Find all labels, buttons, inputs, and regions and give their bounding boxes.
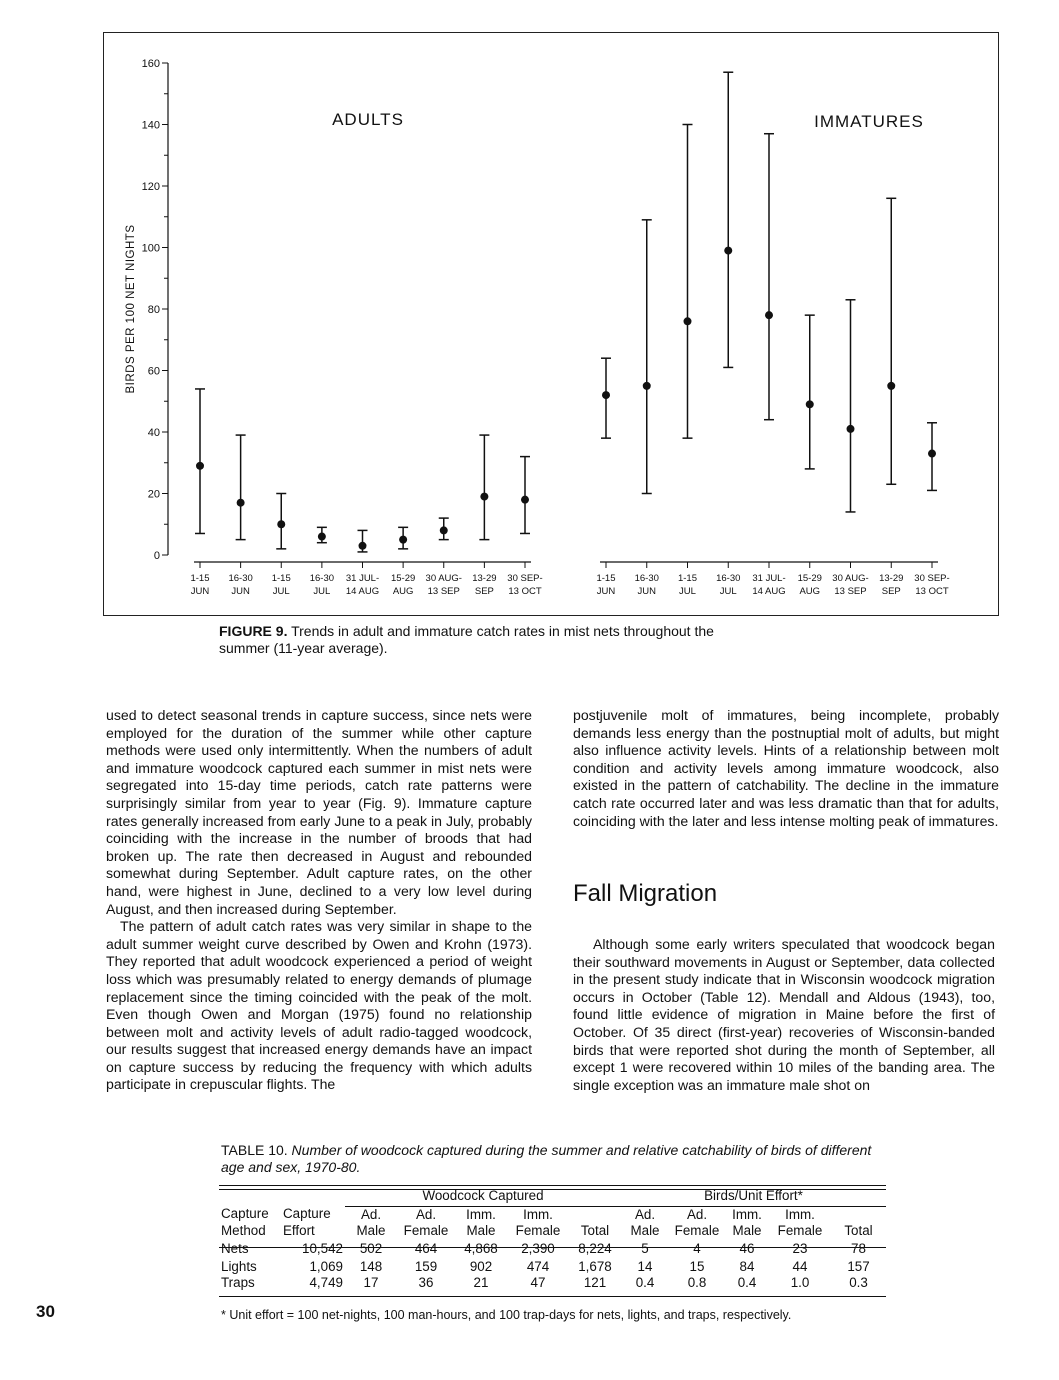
table-row — [219, 1259, 886, 1275]
x-tick-label: 14 AUG — [345, 586, 380, 597]
table-cell: 0.4 — [635, 1274, 655, 1290]
figure-9-chart — [104, 33, 1000, 617]
mean-point — [643, 382, 651, 390]
table-cell: 15 — [689, 1258, 705, 1274]
figure-9-frame — [103, 32, 999, 616]
table-header-row — [219, 1223, 886, 1239]
table-cell: 1,069 — [309, 1258, 343, 1274]
table-cell: 4,868 — [464, 1240, 498, 1256]
table-cell: 36 — [418, 1274, 434, 1290]
x-tick-label: 1-15 — [596, 573, 616, 584]
x-tick-label: JUN — [231, 586, 250, 597]
x-tick-label: 16-30 — [228, 573, 253, 584]
figure-caption-text: Trends in adult and immature catch rates in mist nets throughout the summer (11-year average). — [219, 623, 714, 656]
x-tick-label: JUL — [313, 586, 331, 597]
mean-point — [277, 520, 285, 528]
table-header-cell: Imm. — [523, 1206, 553, 1222]
table-header-cell: Total — [580, 1222, 610, 1238]
table-header-cell: Ad. — [415, 1206, 437, 1222]
mean-point — [724, 247, 732, 255]
x-tick-label: 30 AUG- — [832, 573, 869, 584]
table-cell: 4,749 — [309, 1274, 343, 1290]
table-header-cell: Ad. — [686, 1206, 708, 1222]
table-cell: 2,390 — [521, 1240, 555, 1256]
table-header-cell: Ad. — [360, 1206, 382, 1222]
table-cell: 17 — [363, 1274, 379, 1290]
table-footnote: * Unit effort = 100 net-nights, 100 man-hours, and 100 trap-days for nets, lights, and traps, respectively. — [221, 1308, 792, 1322]
paragraph: Although some early writers speculated that woodcock began their southward movements in August or September, data collected in the present study indicate that in Wisconsin woodcock migration occurs in October (Table 12). Mendall and Aldous (1943), too, found little evidence of migration in Maine before the first of October. Of 35 direct (first-year) recoveries of Wisconsin-banded birds that were reported shot during the month of September, all except 1 were recovered within 10 miles of the banding area. The single exception was an immature male shot on — [573, 936, 995, 1093]
table-header-cell: Imm. — [466, 1206, 496, 1222]
panel-title: IMMATURES — [814, 112, 924, 131]
y-tick-label: 60 — [147, 365, 160, 378]
table-cell: 44 — [792, 1258, 808, 1274]
x-tick-label: AUG — [799, 586, 821, 597]
y-tick-label: 20 — [147, 488, 160, 501]
table-10 — [219, 1186, 886, 1291]
x-tick-label: JUL — [679, 586, 696, 597]
table-group-header-row — [219, 1186, 886, 1206]
table-cell: 8,224 — [578, 1240, 612, 1256]
x-tick-label: AUG — [392, 586, 414, 597]
table-header-cell — [831, 1206, 886, 1223]
table-caption-label: TABLE 10. — [221, 1142, 288, 1158]
table-header-cell: Capture — [221, 1206, 269, 1222]
mean-point — [887, 382, 895, 390]
x-tick-label: 30 AUG- — [425, 573, 462, 584]
x-tick-label: 15-29 — [797, 573, 822, 584]
table-cell: 5 — [641, 1240, 649, 1256]
body-column-right-continued — [573, 936, 995, 1094]
table-cell: 464 — [414, 1240, 438, 1256]
mean-point — [684, 317, 692, 325]
table-cell: 157 — [847, 1258, 870, 1274]
x-tick-label: 13 SEP — [834, 586, 867, 597]
page-number: 30 — [36, 1302, 55, 1321]
mean-point — [847, 425, 855, 433]
table-cell: 1,678 — [578, 1258, 612, 1274]
table-caption — [221, 1142, 886, 1176]
mean-point — [806, 400, 814, 408]
group-header-effort: Birds/Unit Effort* — [621, 1186, 886, 1206]
table-cell: 121 — [583, 1274, 607, 1290]
table-cell: 474 — [526, 1258, 550, 1274]
x-tick-label: JUN — [596, 586, 616, 597]
x-tick-label: 13-29 — [472, 573, 497, 584]
table-header-cell: Ad. — [634, 1206, 656, 1222]
x-tick-label: 16-30 — [309, 573, 335, 584]
x-tick-label: SEP — [881, 586, 901, 597]
mean-point — [602, 391, 610, 399]
x-tick-label: 31 JUL- — [752, 573, 786, 584]
x-tick-label: 1-15 — [677, 573, 698, 584]
group-header-captured: Woodcock Captured — [345, 1186, 621, 1206]
y-tick-label: 140 — [141, 119, 160, 132]
table-cell: 78 — [851, 1240, 866, 1256]
table-cell: 1.0 — [790, 1274, 810, 1290]
x-tick-label: 1-15 — [271, 573, 291, 584]
paragraph: used to detect seasonal trends in capture success, since nets were employed for the duration of the summer while other capture methods were used only intermittently. When the numbers of adult and immature woodcock captured each summer in mist nets were segregated into 15-day time periods, catch rate patterns were surprisingly similar from year to year (Fig. 9). Immature capture rates generally increased from early June to a peak in July, probably coinciding with the increase in the number of broods that had broken up. The rate then decreased in August and rebounded somewhat during September. Adult capture rates, on the other hand, were highest in June, declined to a very low level during August, and then increased during September. — [106, 707, 532, 917]
mean-point — [440, 526, 448, 534]
x-tick-label: JUN — [637, 586, 656, 597]
x-tick-label: 31 JUL- — [345, 573, 380, 584]
table-cell: 4 — [693, 1240, 701, 1256]
mean-point — [359, 542, 367, 550]
x-tick-label: 13 SEP — [427, 586, 460, 597]
table-row — [219, 1239, 886, 1259]
table-cell: Lights — [221, 1258, 257, 1274]
y-tick-label: 120 — [141, 181, 160, 193]
x-tick-label: 1-15 — [190, 573, 210, 584]
x-tick-label: 16-30 — [716, 573, 741, 584]
table-header-cell: Total — [844, 1222, 873, 1238]
mean-point — [196, 462, 204, 470]
table-header-cell: Female — [777, 1222, 823, 1238]
x-tick-label: 14 AUG — [752, 586, 786, 597]
table-cell: 902 — [469, 1258, 493, 1274]
table-header-cell: Female — [403, 1222, 449, 1238]
x-tick-label: 15-29 — [390, 573, 416, 584]
body-column-left — [106, 707, 532, 1094]
table-header-cell: Female — [515, 1222, 561, 1238]
figure-caption — [219, 623, 739, 657]
y-axis-label: BIRDS PER 100 NET NIGHTS — [125, 224, 137, 394]
table-cell: 0.8 — [687, 1274, 707, 1290]
x-tick-label: JUL — [719, 586, 737, 597]
x-tick-label: 13-29 — [879, 573, 904, 584]
y-tick-label: 160 — [141, 58, 160, 70]
mean-point — [765, 311, 773, 319]
x-tick-label: 13 OCT — [508, 586, 542, 597]
x-tick-label: JUN — [190, 586, 210, 597]
figure-caption-label: FIGURE 9. — [219, 623, 288, 639]
y-tick-label: 40 — [147, 427, 160, 439]
table-header-row — [219, 1206, 886, 1223]
mean-point — [318, 533, 326, 541]
table-cell: 502 — [359, 1240, 383, 1256]
table-bottom-rule — [219, 1296, 886, 1297]
table-cell: Traps — [221, 1274, 255, 1290]
x-tick-label: SEP — [474, 586, 494, 597]
x-tick-label: JUL — [272, 586, 290, 597]
table-cell: Nets — [221, 1240, 249, 1256]
table-header-cell: Female — [674, 1222, 720, 1238]
y-tick-label: 100 — [141, 242, 160, 255]
table-cell: 0.4 — [737, 1274, 757, 1290]
mean-point — [237, 499, 245, 507]
y-tick-label: 0 — [153, 550, 160, 562]
table-cell: 0.3 — [849, 1274, 868, 1290]
section-heading: Fall Migration — [573, 880, 718, 907]
table-header-cell: Male — [630, 1222, 660, 1238]
table-cell: 148 — [359, 1258, 383, 1274]
table-body — [219, 1239, 886, 1291]
table-caption-text: Number of woodcock captured during the summer and relative catchability of birds of different age and sex, 1970-80. — [221, 1142, 872, 1175]
y-tick-label: 80 — [147, 304, 160, 316]
table-cell: 14 — [637, 1258, 653, 1274]
body-column-right — [573, 707, 999, 830]
table-cell: 47 — [530, 1274, 546, 1290]
table-header-cell: Method — [221, 1222, 266, 1238]
table-header-cell: Male — [732, 1222, 762, 1238]
paragraph: The pattern of adult catch rates was very similar in shape to the adult summer weight curve described by Owen and Krohn (1973). They reported that adult woodcock experienced a period of weight loss which was presumably related to energy demands of plumage replacement since the timing coincided with the peak of the molt. Even though Owen and Morgan (1975) found no relationship between molt and activity levels of adult radio-tagged woodcock, our results suggest that increased energy demands have an impact on capture success by reducing the frequency with which adults participate in crepuscular flights. The — [106, 918, 532, 1093]
table-header-cell: Imm. — [785, 1206, 815, 1222]
table-header-cell — [569, 1206, 621, 1223]
mean-point — [480, 493, 488, 501]
table-row — [219, 1275, 886, 1291]
table-cell: 21 — [473, 1274, 489, 1290]
table-cell: 10,542 — [302, 1240, 343, 1256]
table-cell: 23 — [792, 1240, 808, 1256]
x-tick-label: 30 SEP- — [914, 573, 950, 584]
table-cell: 84 — [739, 1258, 755, 1274]
table-cell: 46 — [739, 1240, 755, 1256]
table-header-cell: Capture — [283, 1206, 331, 1222]
x-tick-label: 30 SEP- — [507, 573, 543, 584]
panel-title: ADULTS — [332, 110, 404, 129]
table-header-cell: Effort — [283, 1222, 315, 1238]
table-header-cell: Imm. — [732, 1206, 762, 1222]
mean-point — [928, 450, 936, 458]
table-cell: 159 — [414, 1258, 438, 1274]
paragraph: postjuvenile molt of immatures, being incomplete, probably demands less energy than the postnuptial molt of adults, but might also influence activity levels. Hints of a relationship between molt condition and activity levels among immature woodcock, also existed in the pattern of catchability. The decline in the immature catch rate occurred later and was less dramatic than that for adults, coinciding with the later and less intense molting peak of immatures. — [573, 707, 999, 829]
x-tick-label: 16-30 — [634, 573, 659, 584]
x-tick-label: 13 OCT — [915, 586, 949, 597]
mean-point — [521, 496, 529, 504]
mean-point — [399, 536, 407, 544]
table-header-cell: Male — [356, 1222, 386, 1238]
table-header-cell: Male — [466, 1222, 496, 1238]
